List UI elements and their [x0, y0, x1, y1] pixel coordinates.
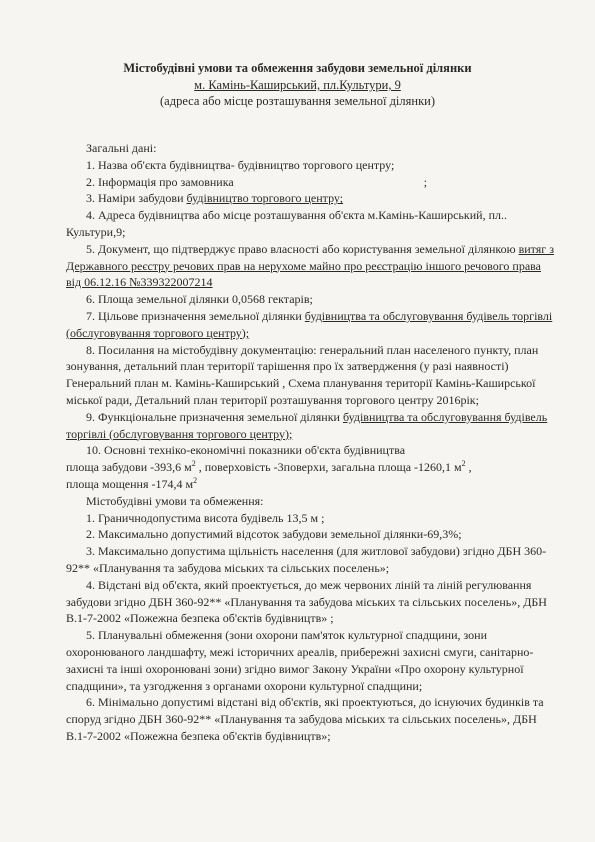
general-item-5	[66, 241, 556, 291]
condition-3: 3. Максимально допустима щільність населення (для житлової забудови) згідно ДБН 360-92** «Планування та забудова міських та сільських поселень»;	[66, 544, 547, 575]
indicators-line-2	[66, 476, 556, 493]
general-item-2	[66, 174, 556, 191]
condition-4: 4. Відстані від об'єкта, який проектується, до меж червоних ліній та ліній регулювання забудови згідно ДБН 360-92** «Планування та забудова міських та сільських поселень», ДБН В.1-7-2002 «Пожежна безпека об'єктів будівництв» ;	[66, 577, 547, 626]
indicators-line-1	[66, 459, 556, 476]
intent-value: будівництво торгового центру;	[186, 191, 344, 206]
general-item-4: 4. Адреса будівництва або місце розташування об'єкта м.Камінь-Каширський, пл.. Культури,9;	[66, 208, 507, 239]
condition-1: 1. Граничнодопустима висота будівель 13,5 м ;	[86, 510, 325, 525]
indicators-comma: ,	[465, 460, 472, 475]
general-heading: Загальні дані:	[86, 141, 157, 155]
customer-info-end: ;	[423, 174, 428, 189]
general-item-3	[66, 190, 556, 207]
general-item-1: 1. Назва об'єкта будівництва- будівництво торгового центру;	[86, 157, 395, 172]
ownership-doc-value: витяг з Державного реєстру речових прав на нерухоме майно про реєстрацію іншого речового права від 06.12.16 №339322007214	[66, 241, 554, 290]
intent-label: 3. Наміри забудови	[86, 191, 184, 206]
condition-2: 2. Максимально допустимий відсоток забудови земельної ділянки-69,3%;	[86, 527, 462, 542]
document-body	[66, 140, 556, 745]
general-item-7	[66, 308, 556, 342]
address-caption: (адреса або місце розташування земельної ділянки)	[160, 94, 435, 108]
paving-area: площа мощення -174,4 м	[66, 476, 194, 491]
function-value: будівництва та обслуговування будівель торгівлі (обслуговування торгового центру);	[66, 409, 548, 441]
function-label: 9. Функціональне призначення земельної ділянки	[86, 409, 343, 424]
general-item-9	[66, 409, 556, 443]
condition-6: 6. Мінімально допустимі відстані від об'єктів, які проектуються, до існуючих будинків та споруд згідно ДБН 360-92** «Планування та забудова міських та сільських поселень», ДБН В.1-7-2002 «Пожежна безпека об'єктів будівництв»;	[66, 695, 544, 743]
floors-total-area: , поверховість -3поверхи, загальна площа -1260,1 м	[195, 460, 462, 475]
conditions-heading: Містобудівні умови та обмеження:	[86, 493, 264, 508]
condition-5: 5. Планувальні обмеження (зони охорони пам'яток культурної спадщини, зони охоронюваного ландшафту, межі історичних ареалів, прибережні захисні смуги, санітарно-захисні та інші охоронювані зони) згідно вимог Закону України «Про охорону культурної спадщини», та узгодження з органами охорони культурної спадщини;	[66, 628, 534, 693]
sq-mark: 2	[461, 459, 466, 469]
customer-info-label: 2. Інформація про замовника	[86, 174, 234, 189]
sq-mark: 2	[191, 459, 196, 469]
general-item-8: 8. Посилання на містобудівну документацію: генеральний план населеного пункту, план зонування, детальний план території тарішення про їх затвердження (у разі наявності) Генеральний план м. Камінь-Каширський , Схема планування території Камінь-Каширської міської ради, Детальний план території розташування торгового центру 2016рік;	[66, 342, 539, 407]
purpose-label: 7. Цільове призначення земельної ділянки	[86, 308, 305, 323]
document-title: Містобудівні умови та обмеження забудови земельної ділянки	[123, 61, 472, 75]
general-item-10: 10. Основні техніко-економічні показники об'єкта будівництва	[86, 443, 406, 458]
sq-mark: 2	[193, 475, 198, 485]
general-item-6: 6. Площа земельної ділянки 0,0568 гектарів;	[86, 292, 313, 307]
build-area: площа забудови -393,6 м	[66, 460, 192, 475]
site-address: м. Камінь-Каширський, пл.Культури, 9	[194, 78, 401, 92]
ownership-doc-label: 5. Документ, що підтверджує право власності або користування земельної ділянкою	[86, 241, 519, 256]
purpose-value: будівництва та обслуговування будівель торгівлі (обслуговування торгового центру);	[66, 308, 553, 340]
